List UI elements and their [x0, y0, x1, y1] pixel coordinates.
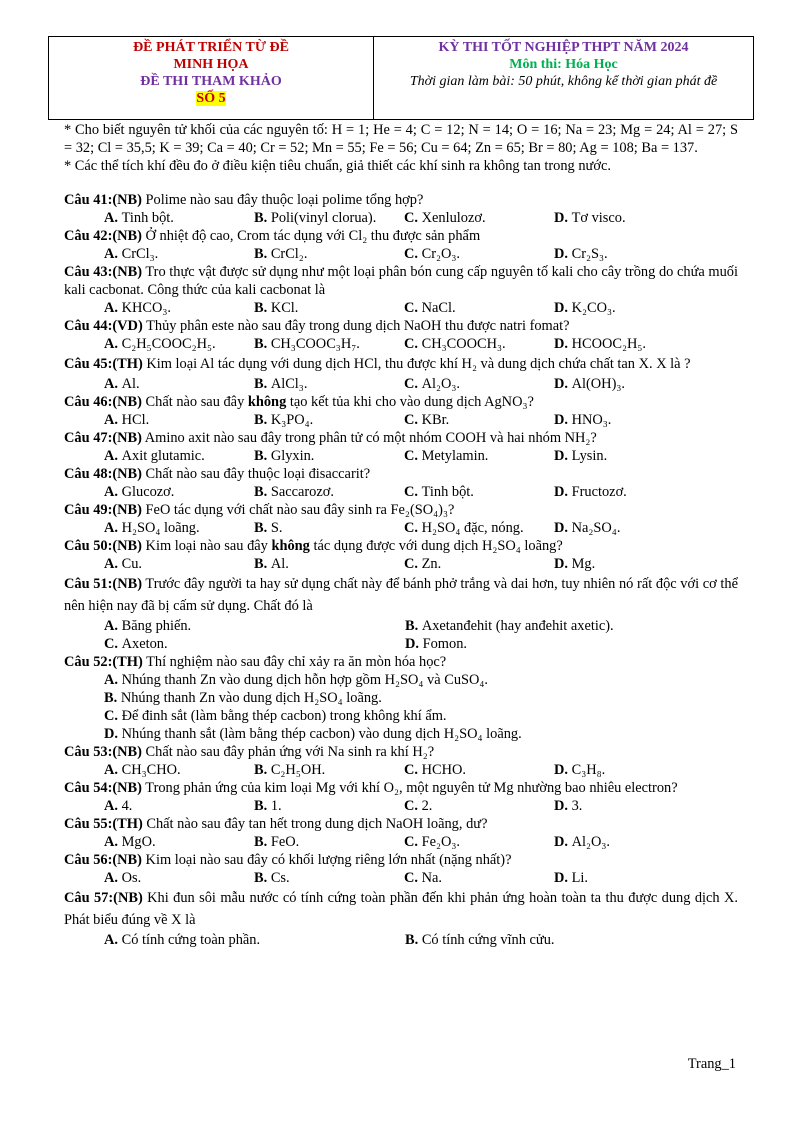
- answer-option: [404, 483, 554, 501]
- exam-content: [64, 121, 738, 949]
- question-text: Chất nào sau đây tan hết trong dung dịch NaOH loãng, dư?: [142, 816, 488, 832]
- exam-number: SỐ 5: [196, 91, 226, 106]
- option-text: 1.: [270, 798, 282, 814]
- answer-option: [254, 869, 404, 887]
- answer-option: [404, 797, 554, 815]
- option-text: K₂CO₃.: [571, 300, 616, 316]
- answer-option: [554, 299, 704, 317]
- option-text: CrCl₂.: [270, 246, 308, 262]
- option-letter: A.: [104, 300, 118, 316]
- answer-option: [104, 411, 254, 429]
- question-text: Chất nào sau đây phản ứng với Na sinh ra khí H₂?: [141, 744, 435, 760]
- question-label: Câu 42:(NB): [64, 228, 142, 244]
- option-text: Al.: [270, 556, 289, 572]
- question-stem: [64, 191, 738, 209]
- question-label: Câu 55:(TH): [64, 816, 143, 832]
- option-text: Os.: [121, 870, 142, 886]
- answer-option: [104, 375, 254, 393]
- header-right: [374, 37, 753, 119]
- answer-option: [405, 617, 706, 635]
- option-letter: A.: [104, 798, 118, 814]
- option-letter: D.: [405, 636, 419, 652]
- option-text: KBr.: [421, 412, 450, 428]
- option-letter: D.: [554, 762, 568, 778]
- answer-option: [554, 245, 704, 263]
- answer-option: [254, 555, 404, 573]
- option-text: Tơ visco.: [571, 210, 626, 226]
- option-letter: A.: [104, 932, 118, 948]
- answer-option: [254, 761, 404, 779]
- option-text: CrCl₃.: [121, 246, 159, 262]
- question-text: FeO tác dụng với chất nào sau đây sinh ra Fe₂(SO₄)₃?: [141, 502, 455, 518]
- answer-option: [104, 335, 254, 353]
- answer-option: [254, 797, 404, 815]
- option-letter: B.: [254, 520, 268, 536]
- answer-option: [104, 869, 254, 887]
- option-text: Glyxin.: [270, 448, 315, 464]
- option-letter: B.: [254, 412, 268, 428]
- answer-option: [554, 555, 704, 573]
- option-text: CH₃COOC₃H₇.: [270, 336, 360, 352]
- question-stem: [64, 815, 738, 833]
- question-text: không: [247, 394, 287, 410]
- answer-option: [405, 931, 706, 949]
- question-label: Câu 50:(NB): [64, 538, 142, 554]
- answer-option: [404, 833, 554, 851]
- option-text: Nhúng thanh Zn vào dung dịch hỗn hợp gồm H₂SO₄ và CuSO₄.: [121, 672, 489, 688]
- option-letter: D.: [104, 726, 118, 742]
- option-text: Nhúng thanh Zn vào dung dịch H₂SO₄ loãng.: [120, 690, 382, 706]
- option-text: MgO.: [121, 834, 156, 850]
- option-letter: B.: [254, 300, 268, 316]
- question-text: Ở nhiệt độ cao, Crom tác dụng với Cl₂ thu được sản phẩm: [141, 228, 481, 244]
- answer-option: [554, 375, 704, 393]
- answer-option: [254, 209, 404, 227]
- answer-option: [104, 299, 254, 317]
- option-text: 2.: [421, 798, 433, 814]
- question-label: Câu 45:(TH): [64, 356, 143, 372]
- option-letter: D.: [554, 336, 568, 352]
- option-text: AlCl₃.: [270, 376, 308, 392]
- question-label: Câu 54:(NB): [64, 780, 142, 796]
- answer-option: [554, 335, 704, 353]
- option-letter: A.: [104, 210, 118, 226]
- option-text: Zn.: [421, 556, 442, 572]
- answer-option: [104, 555, 254, 573]
- option-letter: A.: [104, 484, 118, 500]
- answer-option: [404, 411, 554, 429]
- answer-option: [404, 209, 554, 227]
- header-left-line1: ĐỀ PHÁT TRIỂN TỪ ĐỀ: [133, 40, 289, 55]
- option-letter: C.: [104, 636, 118, 652]
- answer-option: [104, 931, 405, 949]
- option-letter: B.: [254, 210, 268, 226]
- option-text: CH₃CHO.: [121, 762, 181, 778]
- question-label: Câu 56:(NB): [64, 852, 142, 868]
- question-list: [64, 191, 738, 949]
- exam-title: KỲ THI TỐT NGHIỆP THPT NĂM 2024: [438, 40, 689, 55]
- answer-option: [104, 447, 254, 465]
- option-letter: C.: [404, 376, 418, 392]
- answer-option: [104, 245, 254, 263]
- option-text: Saccarozơ.: [270, 484, 334, 500]
- option-text: Na.: [421, 870, 442, 886]
- answer-option: [254, 299, 404, 317]
- option-text: NaCl.: [421, 300, 456, 316]
- answer-option: [254, 375, 404, 393]
- question-text: Thí nghiệm nào sau đây chỉ xảy ra ăn mòn hóa học?: [142, 654, 447, 670]
- question-stem: [64, 573, 738, 617]
- option-letter: C.: [404, 336, 418, 352]
- option-letter: B.: [254, 448, 268, 464]
- question-text: Trong phản ứng của kim loại Mg với khí O₂, một nguyên tử Mg nhường bao nhiêu electron?: [141, 780, 678, 796]
- question-stem: [64, 263, 738, 299]
- option-text: Mg.: [571, 556, 596, 572]
- option-letter: B.: [405, 618, 419, 634]
- option-text: Băng phiến.: [121, 618, 192, 634]
- option-text: Axeton.: [121, 636, 168, 652]
- answer-option: [554, 447, 704, 465]
- answer-option: [254, 519, 404, 537]
- header-left-line3: ĐỀ THI THAM KHẢO: [140, 74, 282, 89]
- option-text: Al₂O₃.: [421, 376, 461, 392]
- question-label: Câu 52:(TH): [64, 654, 143, 670]
- answer-option: [104, 797, 254, 815]
- option-letter: A.: [104, 448, 118, 464]
- option-text: Axetanđehit (hay anđehit axetic).: [421, 618, 614, 634]
- answer-option: [554, 797, 704, 815]
- exam-subject: Môn thi: Hóa Học: [509, 57, 618, 72]
- question-stem: [64, 227, 738, 245]
- option-text: 3.: [571, 798, 583, 814]
- option-letter: D.: [554, 376, 568, 392]
- option-letter: B.: [104, 690, 118, 706]
- exam-duration: Thời gian làm bài: 50 phút, không kể thời gian phát đề: [409, 74, 718, 89]
- question-text: Kim loại nào sau đây có khối lượng riêng lớn nhất (nặng nhất)?: [141, 852, 512, 868]
- answer-option: [404, 761, 554, 779]
- option-text: S.: [270, 520, 283, 536]
- question-text: Kim loại nào sau đây: [141, 538, 272, 554]
- question-stem: [64, 393, 738, 411]
- option-text: Al(OH)₃.: [571, 376, 625, 392]
- option-text: KHCO₃.: [121, 300, 171, 316]
- option-letter: C.: [404, 210, 418, 226]
- option-text: H₂SO₄ loãng.: [121, 520, 200, 536]
- exam-header: [48, 36, 754, 120]
- option-letter: B.: [254, 870, 268, 886]
- option-text: Cr₂S₃.: [571, 246, 608, 262]
- question-stem: [64, 501, 738, 519]
- option-text: HCHO.: [421, 762, 466, 778]
- question-stem: [64, 779, 738, 797]
- question-stem: [64, 317, 738, 335]
- option-letter: C.: [404, 834, 418, 850]
- option-letter: B.: [254, 246, 268, 262]
- question-text: Tro thực vật được sử dụng như một loại phân bón cung cấp nguyên tố kali cho cây trồng do chứa muối kali cacbonat. Công thức của kali cacbonat là: [64, 264, 738, 298]
- question-text: không: [271, 538, 310, 554]
- gas-volume-note: * Các thể tích khí đều đo ở điều kiện tiêu chuẩn, giả thiết các khí sinh ra không tan trong nước.: [64, 158, 611, 174]
- answer-option: [104, 761, 254, 779]
- option-letter: D.: [554, 484, 568, 500]
- answer-option: [404, 375, 554, 393]
- option-letter: A.: [104, 246, 118, 262]
- option-letter: C.: [404, 556, 418, 572]
- option-text: KCl.: [270, 300, 299, 316]
- option-letter: C.: [404, 870, 418, 886]
- question-label: Câu 53:(NB): [64, 744, 142, 760]
- option-text: HCl.: [121, 412, 150, 428]
- answer-option: [104, 726, 522, 742]
- option-text: FeO.: [270, 834, 300, 850]
- option-text: Fomon.: [422, 636, 467, 652]
- question-label: Câu 47:(NB): [64, 430, 142, 446]
- question-label: Câu 44:(VD): [64, 318, 143, 334]
- option-text: Xenlulozơ.: [421, 210, 486, 226]
- header-left-line2: MINH HỌA: [173, 57, 249, 72]
- question-stem: [64, 429, 738, 447]
- option-letter: A.: [104, 834, 118, 850]
- answer-option: [254, 335, 404, 353]
- question-label: Câu 46:(NB): [64, 394, 142, 410]
- option-text: Glucozơ.: [121, 484, 175, 500]
- answer-option: [404, 245, 554, 263]
- option-text: Để đinh sắt (làm bằng thép cacbon) trong không khí ẩm.: [121, 708, 447, 724]
- option-text: Tinh bột.: [421, 484, 474, 500]
- option-text: Fructozơ.: [571, 484, 627, 500]
- option-letter: D.: [554, 870, 568, 886]
- option-letter: C.: [104, 708, 118, 724]
- option-letter: C.: [404, 246, 418, 262]
- question-stem: [64, 465, 738, 483]
- option-letter: D.: [554, 246, 568, 262]
- option-letter: D.: [554, 834, 568, 850]
- option-text: Li.: [571, 870, 588, 886]
- option-letter: D.: [554, 520, 568, 536]
- question-text: Thủy phân este nào sau đây trong dung dịch NaOH thu được natri fomat?: [142, 318, 570, 334]
- answer-option: [404, 447, 554, 465]
- question-label: Câu 43:(NB): [64, 264, 142, 280]
- option-letter: A.: [104, 762, 118, 778]
- answer-option: [104, 209, 254, 227]
- option-text: 4.: [121, 798, 133, 814]
- option-letter: A.: [104, 520, 118, 536]
- answer-option: [554, 209, 704, 227]
- answer-option: [104, 672, 488, 688]
- option-text: Al₂O₃.: [571, 834, 611, 850]
- option-letter: A.: [104, 618, 118, 634]
- option-text: K₃PO₄.: [270, 412, 314, 428]
- option-text: Poli(vinyl clorua).: [270, 210, 377, 226]
- option-text: C₃H₈.: [571, 762, 606, 778]
- option-text: Lysin.: [571, 448, 608, 464]
- question-stem: [64, 851, 738, 869]
- option-letter: B.: [405, 932, 419, 948]
- option-letter: B.: [254, 762, 268, 778]
- option-letter: D.: [554, 448, 568, 464]
- option-letter: C.: [404, 300, 418, 316]
- answer-option: [254, 245, 404, 263]
- option-letter: B.: [254, 556, 268, 572]
- option-letter: B.: [254, 336, 268, 352]
- option-letter: B.: [254, 376, 268, 392]
- option-text: Nhúng thanh sắt (làm bằng thép cacbon) vào dung dịch H₂SO₄ loãng.: [121, 726, 522, 742]
- option-letter: B.: [254, 834, 268, 850]
- answer-option: [404, 519, 554, 537]
- answer-option: [104, 483, 254, 501]
- option-letter: C.: [404, 448, 418, 464]
- option-letter: C.: [404, 484, 418, 500]
- answer-option: [104, 617, 405, 635]
- answer-option: [404, 335, 554, 353]
- answer-option: [405, 635, 706, 653]
- option-text: Al.: [121, 376, 140, 392]
- page-number: Trang_1: [687, 1056, 736, 1072]
- question-label: Câu 51:(NB): [64, 576, 143, 592]
- answer-option: [404, 299, 554, 317]
- question-text: Polime nào sau đây thuộc loại polime tổng hợp?: [141, 192, 424, 208]
- question-label: Câu 57:(NB): [64, 890, 143, 906]
- option-text: Na₂SO₄.: [571, 520, 621, 536]
- option-text: Fe₂O₃.: [421, 834, 461, 850]
- option-text: Axit glutamic.: [121, 448, 205, 464]
- question-stem: [64, 653, 738, 671]
- option-letter: D.: [554, 210, 568, 226]
- question-stem: [64, 353, 738, 375]
- question-stem: [64, 743, 738, 761]
- answer-option: [554, 833, 704, 851]
- answer-option: [554, 761, 704, 779]
- option-letter: C.: [404, 762, 418, 778]
- question-text: Chất nào sau đây thuộc loại đisaccarit?: [141, 466, 371, 482]
- question-text: Khi đun sôi mẫu nước có tính cứng toàn phần đến khi phản ứng hoàn toàn ta thu được dung dịch X. Phát biểu đúng về X là: [64, 890, 738, 928]
- option-text: Cu.: [121, 556, 143, 572]
- option-text: H₂SO₄ đặc, nóng.: [421, 520, 524, 536]
- answer-option: [254, 483, 404, 501]
- answer-option: [254, 833, 404, 851]
- question-text: Trước đây người ta hay sử dụng chất này để bánh phở trắng và dai hơn, tuy nhiên nó rất độc với cơ thể nên hiện nay đã bị cấm sử dụng. Chất đó là: [64, 576, 738, 614]
- answer-option: [104, 708, 447, 724]
- question-text: tác dụng được với dung dịch H₂SO₄ loãng?: [309, 538, 563, 554]
- option-text: Có tính cứng toàn phần.: [121, 932, 261, 948]
- option-text: Cr₂O₃.: [421, 246, 461, 262]
- answer-option: [554, 519, 704, 537]
- answer-option: [404, 555, 554, 573]
- option-text: Tinh bột.: [121, 210, 174, 226]
- option-letter: B.: [254, 798, 268, 814]
- answer-option: [104, 635, 405, 653]
- option-letter: C.: [404, 798, 418, 814]
- option-text: CH₃COOCH₃.: [421, 336, 506, 352]
- option-letter: C.: [404, 520, 418, 536]
- answer-option: [104, 690, 382, 706]
- answer-option: [554, 483, 704, 501]
- option-letter: A.: [104, 336, 118, 352]
- option-text: HCOOC₂H₅.: [571, 336, 647, 352]
- question-text: Amino axit nào sau đây trong phân tử có một nhóm COOH và hai nhóm NH₂?: [141, 430, 597, 446]
- option-letter: A.: [104, 870, 118, 886]
- option-text: C₂H₅OH.: [270, 762, 326, 778]
- header-left: [49, 37, 374, 119]
- option-letter: D.: [554, 798, 568, 814]
- question-text: Chất nào sau đây: [141, 394, 248, 410]
- option-letter: A.: [104, 412, 118, 428]
- question-label: Câu 48:(NB): [64, 466, 142, 482]
- question-text: Kim loại Al tác dụng với dung dịch HCl, thu được khí H₂ và dung dịch chứa chất tan X. X là ?: [142, 356, 691, 372]
- answer-option: [404, 869, 554, 887]
- question-stem: [64, 537, 738, 555]
- answer-option: [104, 833, 254, 851]
- option-text: Metylamin.: [421, 448, 489, 464]
- option-letter: A.: [104, 376, 118, 392]
- option-text: C₂H₅COOC₂H₅.: [121, 336, 216, 352]
- option-text: Cs.: [270, 870, 290, 886]
- question-text: tạo kết tủa khi cho vào dung dịch AgNO₃?: [286, 394, 534, 410]
- answer-option: [554, 869, 704, 887]
- option-letter: D.: [554, 412, 568, 428]
- option-text: HNO₃.: [571, 412, 612, 428]
- question-stem: [64, 887, 738, 931]
- answer-option: [104, 519, 254, 537]
- question-label: Câu 41:(NB): [64, 192, 142, 208]
- answer-option: [254, 447, 404, 465]
- question-label: Câu 49:(NB): [64, 502, 142, 518]
- option-letter: A.: [104, 556, 118, 572]
- option-text: Có tính cứng vĩnh cửu.: [421, 932, 555, 948]
- option-letter: B.: [254, 484, 268, 500]
- option-letter: C.: [404, 412, 418, 428]
- option-letter: D.: [554, 300, 568, 316]
- answer-option: [554, 411, 704, 429]
- option-letter: D.: [554, 556, 568, 572]
- answer-option: [254, 411, 404, 429]
- option-letter: A.: [104, 672, 118, 688]
- atomic-masses-note: * Cho biết nguyên tử khối của các nguyên tố: H = 1; He = 4; C = 12; N = 14; O = 16; Na = 23; Mg = 24; Al = 27; S = 32; Cl = 35,5; K = 39; Ca = 40; Cr = 52; Mn = 55; Fe = 56; Cu = 64; Zn = 65; Br = 80; Ag = 108; Ba = 137.: [64, 122, 738, 156]
